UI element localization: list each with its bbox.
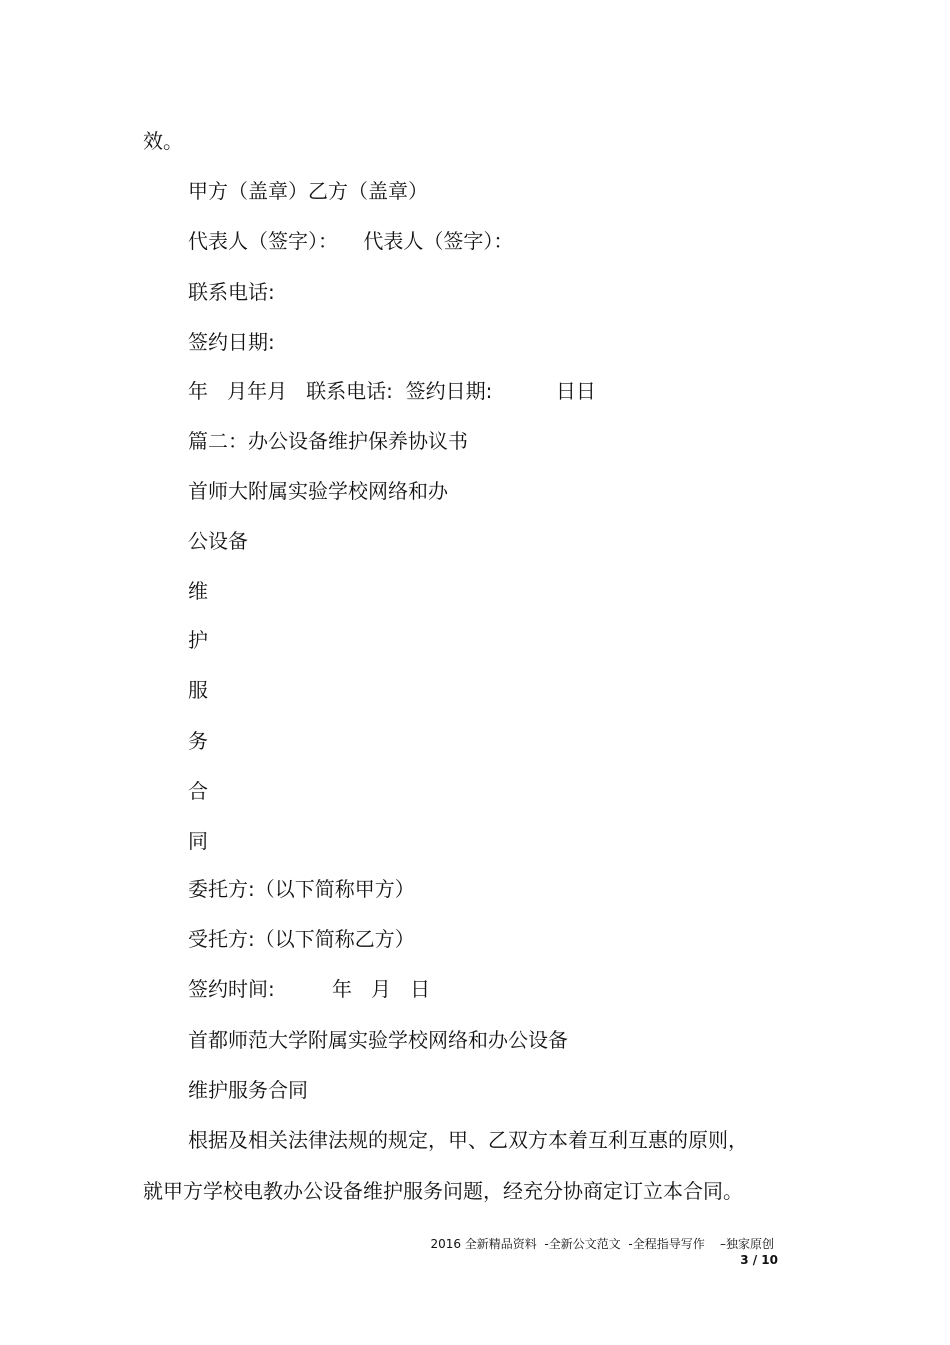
text-line: 代表人（签字）： 代表人（签字）： <box>188 229 514 253</box>
text-line: 签约日期: <box>188 330 275 354</box>
text-line: 受托方:（以下简称乙方） <box>188 927 415 951</box>
text-line: 公设备 <box>188 529 248 553</box>
text-line: 服 <box>188 678 208 702</box>
text-line: 联系电话: <box>188 280 275 304</box>
text-line: 合 <box>188 779 208 803</box>
text-line: 签约时间: 年 月 日 <box>188 977 431 1001</box>
paragraph-line: 根据及相关法律法规的规定，甲、乙双方本着互利互惠的原则， <box>188 1128 748 1152</box>
text-line: 效。 <box>143 129 183 153</box>
text-line: 年 月年月 联系电话: 签约日期: 日日 <box>188 379 596 403</box>
text-line: 同 <box>188 829 208 853</box>
text-line: 务 <box>188 729 208 753</box>
page-number: 3 / 10 <box>740 1253 778 1267</box>
section-heading: 篇二：办公设备维护保养协议书 <box>188 429 468 453</box>
text-line: 甲方（盖章）乙方（盖章） <box>188 179 428 203</box>
text-line: 委托方:（以下简称甲方） <box>188 877 415 901</box>
text-line: 首师大附属实验学校网络和办 <box>188 479 448 503</box>
paragraph-line: 就甲方学校电教办公设备维护服务问题，经充分协商定订立本合同。 <box>143 1179 743 1203</box>
text-line: 首都师范大学附属实验学校网络和办公设备 <box>188 1028 568 1052</box>
text-line: 维 <box>188 579 208 603</box>
text-line: 维护服务合同 <box>188 1078 308 1102</box>
text-line: 护 <box>188 628 208 652</box>
footer-tagline: 2016 全新精品资料 -全新公文范文 -全程指导写作 –独家原创 <box>430 1237 774 1251</box>
